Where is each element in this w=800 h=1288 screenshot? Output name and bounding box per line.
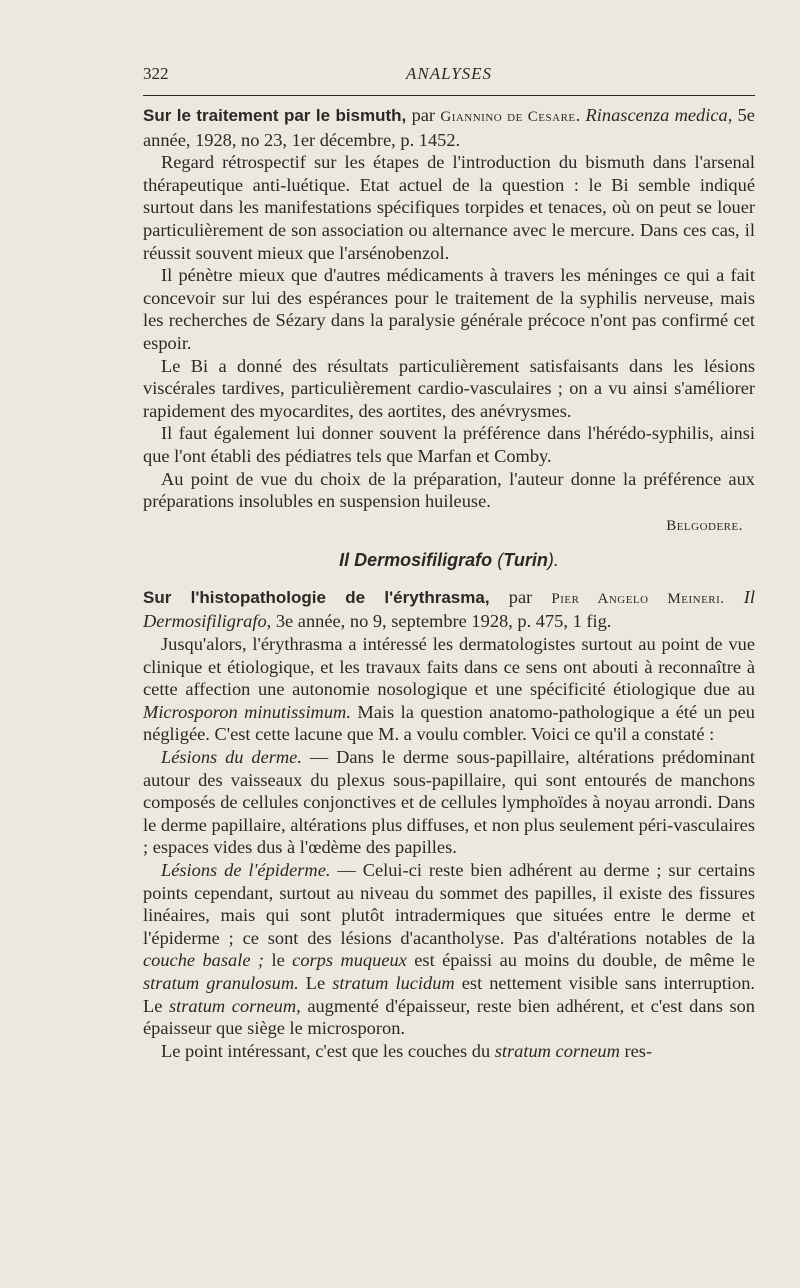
- section-city: Turin: [503, 550, 548, 571]
- article1-paragraph-3: Le Bi a donné des résultats particulièrement satisfaisants dans les lésions viscérales tardives, particulièrement cardio-vasculaires ; on a vu ainsi s'améliorer rapidement des myocardites, des aortites, des anévrysmes.: [143, 355, 755, 421]
- article1-signature: [143, 513, 743, 538]
- article1-heading: Sur le traitement par le bismuth, par Giannino de Cesare. Rinascenza medica, 5e année, 1928, no 23, 1er décembre, p. 1452.: [143, 105, 755, 150]
- epiderme-heading: Lésions de l'épiderme.: [161, 860, 331, 880]
- epiderme-text-2: est épaissi au moins du double, de même le: [414, 950, 755, 971]
- species-name: Microsporon minutissimum.: [143, 701, 351, 722]
- article2-heading: [143, 586, 755, 633]
- article2-paragraph-1: [143, 633, 755, 746]
- article2-citation: 3e année, no 9, septembre 1928, p. 475, 1 fig.: [275, 611, 612, 632]
- running-title: ANALYSES: [405, 64, 493, 83]
- article2-journal: Il Dermosifiligrafo,: [143, 586, 755, 632]
- article1-paragraph-2: Il pénètre mieux que d'autres médicaments à travers les méninges ce qui a fait concevoir sur lui des espérances pour le traitement de la syphilis nerveuse, mais les recherches de Sézary dans la paralysie générale précoce n'ont pas confirmé cet espoir.: [143, 265, 755, 353]
- term-stratum-corneum-2: stratum corneum: [494, 1040, 620, 1061]
- article1-paragraph-5: Au point de vue du choix de la préparation, l'auteur donne la préférence aux préparations insolubles en suspension huileuse.: [143, 468, 755, 512]
- section-heading: Il Dermosifiligrafo (Turin).: [339, 550, 559, 571]
- page-header: [143, 64, 755, 84]
- article1-title: Sur le traitement par le bismuth,: [143, 106, 407, 125]
- epiderme-text-4: augmenté d'épaisseur, reste bien adhérent, et c'est dans son épaisseur que siège le microsporon.: [143, 995, 755, 1039]
- derme-heading: Lésions du derme.: [161, 747, 302, 768]
- last-text: Le point intéressant, c'est que les couches du: [161, 1040, 491, 1061]
- term-couche-basale: couche basale ;: [143, 950, 265, 971]
- page-number: 322: [143, 64, 169, 83]
- signature-text: Belgodere.: [666, 517, 743, 534]
- derme-text: — Dans le derme sous-papillaire, altérations prédominant autour des vaisseaux du plexus sous-papillaire, qui sont entourés de manchons composés de cellules conjonctives et de cellules lymphoïdes à noyau arrondi. Dans le derme papillaire, altérations plus diffuses, et non plus seulement péri-vasculaires ; espaces vides dus à l'œdème des papilles.: [143, 747, 755, 858]
- epiderme-text-1: — Celui-ci reste bien adhérent au derme ; sur certains points cependant, surtout au niveau du sommet des papilles, il existe des fissures linéaires, mais qui sont plutôt intradermiques que situées entre le derme et l'épiderme ; ce sont des lésions d'acantholyse. Pas d'altérations notables de la: [143, 860, 755, 948]
- epiderme-text-3: est nettement visible sans interruption. Le: [143, 972, 755, 1016]
- p1-text: Jusqu'alors, l'érythrasma a intéressé les dermatologistes surtout au point de vue clinique et étiologique, et les travaux faits dans ce sens ont abouti à reconnaître à cette affection une autonomie nosologique et une spécificité étiologique due au: [143, 634, 755, 700]
- section-title: Il Dermosifiligrafo: [339, 550, 493, 571]
- p1b-text: Mais la question anatomo-pathologique a été un peu négligée. C'est cette lacune que M. a voulu combler. Voici ce qu'il a constaté :: [143, 701, 755, 745]
- term-corps-muqueux: corps muqueux: [292, 950, 407, 971]
- article2-paragraph-epiderme: [143, 859, 755, 1040]
- term-stratum-granulosum: stratum granulosum.: [143, 972, 299, 993]
- term-stratum-lucidum: stratum lucidum: [332, 972, 455, 993]
- article1-journal: Rinascenza medica,: [585, 105, 733, 125]
- article1-paragraph-1: Regard rétrospectif sur les étapes de l'introduction du bismuth dans l'arsenal thérapeutique anti-luétique. Etat actuel de la question : le Bi semble indiqué surtout dans les manifestations spécifiques torpides et tenaces, où on peut se louer particulièrement de son association ou alternance avec le mercure. Dans ces cas, il réussit souvent mieux que l'arsénobenzol.: [143, 152, 755, 263]
- article1-paragraph-4: Il faut également lui donner souvent la préférence dans l'hérédo-syphilis, ainsi que l'ont établi des pédiatres tels que Marfan et Comby.: [143, 423, 755, 466]
- page-body: [143, 104, 755, 1062]
- article2-paragraph-derme: [143, 746, 755, 859]
- term-stratum-corneum: stratum corneum,: [169, 995, 301, 1016]
- article1-citation: 5e année, 1928, no 23, 1er décembre, p. 1452.: [143, 105, 755, 150]
- word-le: le: [271, 950, 285, 971]
- article2-paragraph-last: [143, 1040, 755, 1063]
- word-le-2: Le: [305, 972, 326, 993]
- header-rule: [143, 95, 755, 96]
- article1-by: par: [411, 105, 436, 125]
- last-text-end: res-: [624, 1040, 653, 1061]
- article2-title: Sur l'histopathologie de l'érythrasma,: [143, 587, 490, 607]
- article2-author: Pier Angelo Meineri.: [551, 590, 725, 607]
- article1-author: Giannino de Cesare: [440, 109, 576, 125]
- article2-by: par: [508, 586, 533, 607]
